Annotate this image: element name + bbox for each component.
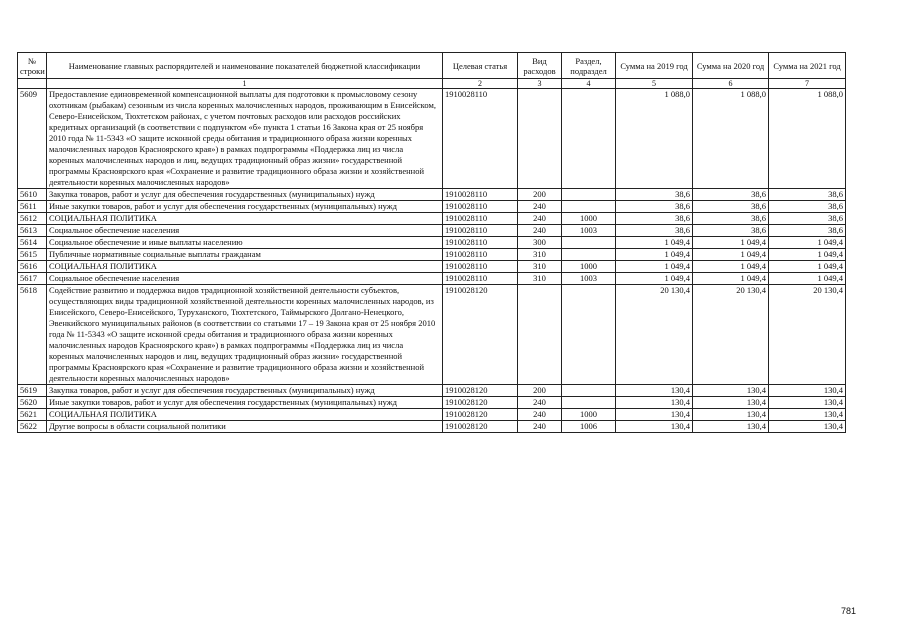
target-article: 1910028120 (443, 285, 518, 385)
table-row (18, 225, 846, 237)
row-name: СОЦИАЛЬНАЯ ПОЛИТИКА (47, 213, 443, 225)
target-article: 1910028110 (443, 273, 518, 285)
expense-kind: 240 (518, 225, 562, 237)
row-name: Содействие развитию и поддержка видов традиционной хозяйственной деятельности субъектов, осуществляющих виды традиционной хозяйственной деятельности коренных малочисленных народов, из Енисейского, Северо-Енисейского, Туруханского, Тюхтетского, Таймырского Долгано-Ненецкого, Эвенкийского муниципальных районов (в соответствии со статьями 17 – 19 Закона края от 25 ноября 2010 года № 11-5343 «О защите исконной среды обитания и традиционного образа жизни коренных малочисленных народов Красноярского края») в рамках подпрограммы «Поддержка лиц из числа коренных малочисленных народов и лиц, ведущих традиционный образ жизни» государственной программы Красноярского края «Сохранение и развитие традиционного образа жизни и хозяйственной деятельности коренных малочисленных народов» (47, 285, 443, 385)
column-number: 2 (443, 79, 518, 89)
section-code (562, 285, 616, 385)
expense-kind: 310 (518, 273, 562, 285)
sum-2020: 130,4 (693, 397, 769, 409)
row-number: 5609 (18, 89, 47, 189)
expense-kind: 240 (518, 201, 562, 213)
sum-2019: 1 049,4 (616, 237, 693, 249)
row-name: Иные закупки товаров, работ и услуг для обеспечения государственных (муниципальных) нужд (47, 397, 443, 409)
section-code (562, 385, 616, 397)
sum-2020: 130,4 (693, 421, 769, 433)
section-code: 1000 (562, 213, 616, 225)
section-code: 1003 (562, 225, 616, 237)
sum-2021: 1 049,4 (769, 261, 846, 273)
table-row (18, 285, 846, 385)
target-article: 1910028120 (443, 397, 518, 409)
sum-2019: 1 088,0 (616, 89, 693, 189)
sum-2019: 38,6 (616, 201, 693, 213)
sum-2019: 130,4 (616, 421, 693, 433)
row-name: Публичные нормативные социальные выплаты гражданам (47, 249, 443, 261)
header-row-number: № строки (18, 53, 47, 79)
section-code: 1003 (562, 273, 616, 285)
sum-2019: 1 049,4 (616, 273, 693, 285)
row-number: 5611 (18, 201, 47, 213)
row-number: 5614 (18, 237, 47, 249)
row-number: 5616 (18, 261, 47, 273)
sum-2020: 1 049,4 (693, 249, 769, 261)
row-name: Закупка товаров, работ и услуг для обеспечения государственных (муниципальных) нужд (47, 189, 443, 201)
column-number: 1 (47, 79, 443, 89)
table-row (18, 189, 846, 201)
sum-2021: 38,6 (769, 225, 846, 237)
sum-2020: 20 130,4 (693, 285, 769, 385)
sum-2019: 38,6 (616, 225, 693, 237)
sum-2021: 38,6 (769, 201, 846, 213)
sum-2019: 38,6 (616, 189, 693, 201)
column-number: 4 (562, 79, 616, 89)
sum-2019: 20 130,4 (616, 285, 693, 385)
section-code (562, 201, 616, 213)
sum-2019: 38,6 (616, 213, 693, 225)
sum-2021: 38,6 (769, 213, 846, 225)
expense-kind: 200 (518, 189, 562, 201)
sum-2021: 1 088,0 (769, 89, 846, 189)
sum-2021: 130,4 (769, 385, 846, 397)
sum-2019: 1 049,4 (616, 261, 693, 273)
expense-kind: 240 (518, 397, 562, 409)
row-name: Социальное обеспечение населения (47, 225, 443, 237)
target-article: 1910028110 (443, 225, 518, 237)
sum-2019: 130,4 (616, 397, 693, 409)
header-row (18, 53, 846, 79)
expense-kind: 300 (518, 237, 562, 249)
sum-2019: 130,4 (616, 409, 693, 421)
section-code (562, 397, 616, 409)
section-code (562, 249, 616, 261)
row-number: 5621 (18, 409, 47, 421)
target-article: 1910028110 (443, 237, 518, 249)
header-sum-2021: Сумма на 2021 год (769, 53, 846, 79)
target-article: 1910028110 (443, 201, 518, 213)
row-number: 5620 (18, 397, 47, 409)
row-name: Другие вопросы в области социальной политики (47, 421, 443, 433)
sum-2021: 38,6 (769, 189, 846, 201)
header-expense-kind: Вид расходов (518, 53, 562, 79)
column-number: 3 (518, 79, 562, 89)
expense-kind: 200 (518, 385, 562, 397)
row-name: Закупка товаров, работ и услуг для обеспечения государственных (муниципальных) нужд (47, 385, 443, 397)
sum-2021: 20 130,4 (769, 285, 846, 385)
table-row (18, 249, 846, 261)
expense-kind: 310 (518, 249, 562, 261)
sum-2020: 130,4 (693, 409, 769, 421)
page-number: 781 (841, 606, 857, 616)
row-name: Предоставление единовременной компенсационной выплаты для подготовки к промысловому сезону охотникам (рыбакам) сезонным из числа коренных малочисленных народов, проживающим в Енисейском, Северо-Енисейском, Тюхтетском районах, с учетом почтовых расходов или расходов российских кредитных организаций (в соответствии с подпунктом «б» пункта 1 статьи 16 Закона края от 25 ноября 2010 года № 11-5343 «О защите исконной среды обитания и традиционного образа жизни коренных малочисленных народов Красноярского края») в рамках подпрограммы «Поддержка лиц из числа коренных малочисленных народов и лиц, ведущих традиционный образ жизни» государственной программы Красноярского края «Сохранение и развитие традиционного образа жизни и хозяйственной деятельности коренных малочисленных народов» (47, 89, 443, 189)
sum-2021: 1 049,4 (769, 273, 846, 285)
sum-2021: 130,4 (769, 421, 846, 433)
table-row (18, 273, 846, 285)
table-row (18, 385, 846, 397)
sum-2020: 1 049,4 (693, 261, 769, 273)
sum-2020: 1 088,0 (693, 89, 769, 189)
section-code: 1000 (562, 409, 616, 421)
sum-2020: 38,6 (693, 189, 769, 201)
table-row (18, 201, 846, 213)
expense-kind (518, 285, 562, 385)
section-code: 1000 (562, 261, 616, 273)
sum-2020: 38,6 (693, 225, 769, 237)
row-name: Иные закупки товаров, работ и услуг для обеспечения государственных (муниципальных) нужд (47, 201, 443, 213)
target-article: 1910028120 (443, 409, 518, 421)
sum-2021: 130,4 (769, 397, 846, 409)
header-sum-2020: Сумма на 2020 год (693, 53, 769, 79)
row-number: 5618 (18, 285, 47, 385)
sum-2021: 1 049,4 (769, 249, 846, 261)
target-article: 1910028110 (443, 189, 518, 201)
row-number: 5619 (18, 385, 47, 397)
table-row (18, 261, 846, 273)
sum-2020: 38,6 (693, 201, 769, 213)
table-body (18, 89, 846, 433)
expense-kind: 310 (518, 261, 562, 273)
column-number (18, 79, 47, 89)
sum-2020: 1 049,4 (693, 273, 769, 285)
sum-2020: 38,6 (693, 213, 769, 225)
sum-2020: 1 049,4 (693, 237, 769, 249)
row-number: 5612 (18, 213, 47, 225)
header-target-article: Целевая статья (443, 53, 518, 79)
header-sum-2019: Сумма на 2019 год (616, 53, 693, 79)
sum-2021: 130,4 (769, 409, 846, 421)
section-code (562, 189, 616, 201)
row-name: Социальное обеспечение населения (47, 273, 443, 285)
row-name: Социальное обеспечение и иные выплаты населению (47, 237, 443, 249)
sum-2020: 130,4 (693, 385, 769, 397)
expense-kind: 240 (518, 421, 562, 433)
table-row (18, 237, 846, 249)
row-name: СОЦИАЛЬНАЯ ПОЛИТИКА (47, 261, 443, 273)
expense-kind: 240 (518, 409, 562, 421)
row-number: 5613 (18, 225, 47, 237)
sum-2019: 130,4 (616, 385, 693, 397)
column-number: 5 (616, 79, 693, 89)
table-row (18, 421, 846, 433)
table-row (18, 409, 846, 421)
target-article: 1910028110 (443, 249, 518, 261)
header-name: Наименование главных распорядителей и наименование показателей бюджетной классификации (47, 53, 443, 79)
column-number-row (18, 79, 846, 89)
row-number: 5615 (18, 249, 47, 261)
target-article: 1910028120 (443, 421, 518, 433)
row-number: 5617 (18, 273, 47, 285)
row-name: СОЦИАЛЬНАЯ ПОЛИТИКА (47, 409, 443, 421)
column-number: 7 (769, 79, 846, 89)
budget-table (17, 52, 846, 433)
expense-kind (518, 89, 562, 189)
table-row (18, 213, 846, 225)
section-code (562, 89, 616, 189)
target-article: 1910028120 (443, 385, 518, 397)
section-code: 1006 (562, 421, 616, 433)
target-article: 1910028110 (443, 89, 518, 189)
expense-kind: 240 (518, 213, 562, 225)
table-row (18, 89, 846, 189)
section-code (562, 237, 616, 249)
sum-2021: 1 049,4 (769, 237, 846, 249)
sum-2019: 1 049,4 (616, 249, 693, 261)
row-number: 5610 (18, 189, 47, 201)
target-article: 1910028110 (443, 213, 518, 225)
column-number: 6 (693, 79, 769, 89)
target-article: 1910028110 (443, 261, 518, 273)
header-section: Раздел, подраздел (562, 53, 616, 79)
row-number: 5622 (18, 421, 47, 433)
table-row (18, 397, 846, 409)
